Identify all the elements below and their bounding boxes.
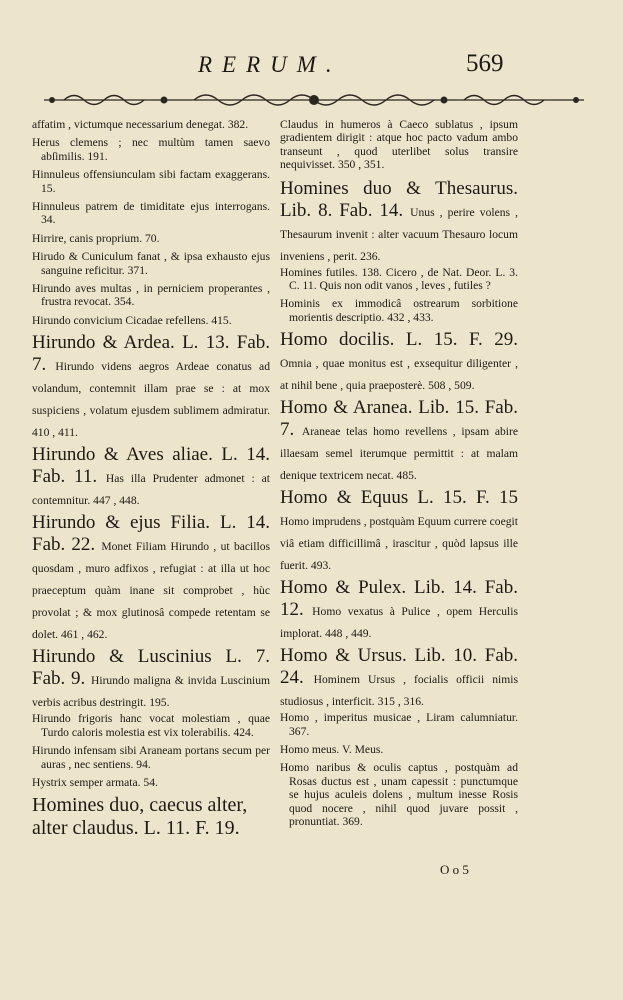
fable-heading: Homo docilis. L. 15. F. 29. <box>280 329 518 351</box>
fable-summary: Unus , perire volens , Thesaurum invenit : alter vacuum Thesauro locum inveniens , perit. 236. <box>280 205 519 263</box>
index-entry: Hirundo infensam sibi Araneam portans secum per auras , nec sentiens. 94. <box>32 744 270 771</box>
index-entry: Hinnuleus patrem de timiditate ejus interrogans. 34. <box>32 200 270 227</box>
fable-entry <box>280 577 518 643</box>
index-entry: Herus clemens ; nec multùm tamen saevo abſimilis. 191. <box>32 136 270 163</box>
left-column <box>32 118 270 840</box>
index-entry: Hirudo & Cuniculum fanat , & ipsa exhausto ejus sanguine reficitur. 371. <box>32 250 270 277</box>
decorative-rule <box>44 88 584 112</box>
fable-heading: Homo & Ursus. Lib. 10. Fab. 24. <box>280 645 518 689</box>
continued-text: Claudus in humeros à Caeco sublatus , ipsum gradientem dirigit : atque hoc pacto vadum ambo transeunt , quod uterlibet solus transire nequivisset. 350 , 351. <box>280 118 518 172</box>
fable-summary: Araneae telas homo revellens , ipsam abire illaesam semel iterumque permittit : at malam denique textricem necat. 485. <box>280 425 518 483</box>
fable-entry <box>32 512 270 644</box>
fable-summary: Has illa Prudenter admonet : at contemnitur. 447 , 448. <box>32 472 271 508</box>
fable-heading: Hirundo & Ardea. L. 13. Fab. 7. <box>32 332 270 376</box>
fable-entry <box>32 444 270 510</box>
fable-heading: Homines duo & Thesaurus. Lib. 8. Fab. 14. <box>280 177 518 221</box>
signature-mark: O o 5 <box>440 862 469 877</box>
page-number: 569 <box>466 50 504 77</box>
index-entry: Hirundo convicium Cicadae refellens. 415. <box>32 313 232 327</box>
fable-heading: Hirundo & Luscinius L. 7. Fab. 9. <box>32 646 270 690</box>
page-header <box>0 52 623 86</box>
index-entry: Hirundo frigoris hanc vocat molestiam , quae Turdo caloris molestia est vix tolerabilis. 424. <box>32 712 270 739</box>
index-entry: Hirundo aves multas , in perniciem properantes , frustra revocat. 354. <box>32 282 270 309</box>
fable-summary: Omnia , quae monitus est , exsequitur diligenter , at nihil bene , quia praeposterè. 508 , 509. <box>280 357 518 393</box>
fable-entry <box>32 646 270 712</box>
fable-entry <box>32 332 270 442</box>
fable-heading: Homo & Pulex. Lib. 14. Fab. 12. <box>280 577 518 621</box>
index-entry: Homo naribus & oculis captus , postquàm ad Rosas ductus est , unam capessit : punctumque se hujus aculeis dolens , multum inesse Rosis quod nocere , nihil quod juvare possit , pronuntiat. 369. <box>280 761 518 829</box>
index-entry: Hominis ex immodicâ ostrearum sorbitione morientis descriptio. 432 , 433. <box>280 297 518 324</box>
fable-summary: Homo imprudens , postquàm Equum currere coegit viâ etiam difficillimâ , irascitur , quòd lapsus ille fuerit. 493. <box>280 515 518 573</box>
fable-entry <box>280 178 518 266</box>
fable-entry <box>280 397 518 485</box>
fable-heading: Hirundo & ejus Filia. L. 14. Fab. 22. <box>32 512 270 556</box>
index-entry: Homo meus. V. Meus. <box>280 743 384 757</box>
fable-summary: Hirundo videns aegros Ardeae conatus ad volandum, contemnit illam prae se : at mox suspiciens , volatum ejusdem sublimem admiratur. 410 , 411. <box>32 360 270 440</box>
fable-entry <box>280 645 518 711</box>
index-entry: Hystrix semper armata. 54. <box>32 775 158 789</box>
index-entry: Homo , imperitus musicae , Liram calumniatur. 367. <box>280 711 518 738</box>
running-title: RERUM. <box>198 52 342 77</box>
fable-summary: Hirundo maligna & invida Luscinium verbis acribus destringit. 195. <box>32 674 271 710</box>
index-entry: Homines futiles. 138. Cicero , de Nat. Deor. L. 3. C. 11. Quis non odit vanos , leves , futiles ? <box>280 265 518 293</box>
index-entry: Hirrire, canis proprium. 70. <box>32 231 160 245</box>
fable-heading: Homines duo, caecus alter, alter claudus. L. 11. F. 19. <box>32 794 248 840</box>
fable-heading: Hirundo & Aves aliae. L. 14. Fab. 11. <box>32 444 270 488</box>
index-entry: affatim , victumque necessarium denegat. 382. <box>32 118 249 131</box>
fable-heading: Homo & Equus L. 15. F. 15 <box>280 487 518 509</box>
right-column <box>280 118 518 834</box>
fable-summary: Hominem Ursus , focialis officii nimis studiosus , interficit. 315 , 316. <box>280 673 519 709</box>
fable-summary: Monet Filiam Hirundo , ut bacillos quosdam , muro adfixos , refugiat : at illa ut hoc praeceptum quàm inane sit comprobet , hùc provolat ; & mox glutinosâ compede retentam se dolet. 461 , 462. <box>32 540 270 642</box>
fable-entry <box>280 329 518 395</box>
index-entry: Hinnuleus offensiunculam sibi factam exaggerans. 15. <box>32 168 270 195</box>
fable-heading: Homo & Aranea. Lib. 15. Fab. 7. <box>280 397 518 441</box>
fable-entry <box>280 487 518 575</box>
fable-summary: Homo vexatus à Pulice , opem Herculis implorat. 448 , 449. <box>280 605 518 641</box>
